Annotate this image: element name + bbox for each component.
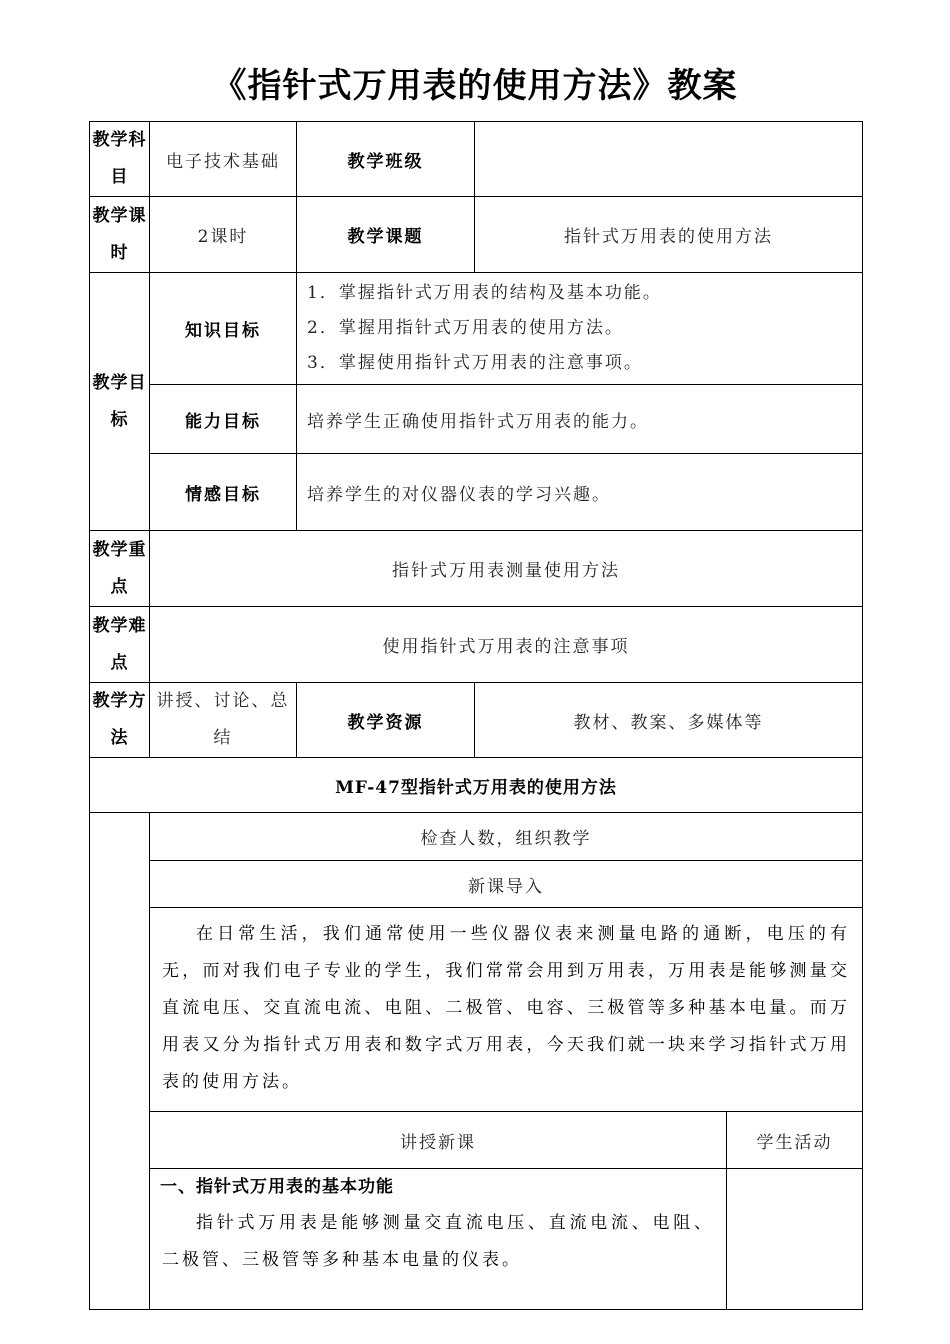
goals-label: 教学目标 [90, 273, 150, 531]
knowledge-item: 1．掌握指针式万用表的结构及基本功能。 [307, 283, 662, 303]
difficulty-value: 使用指针式万用表的注意事项 [150, 607, 863, 683]
difficulty-label: 教学难点 [90, 607, 150, 683]
emotion-value: 培养学生的对仪器仪表的学习兴趣。 [297, 454, 863, 531]
method-label: 教学方法 [90, 683, 150, 758]
row-part1 [90, 1169, 863, 1310]
resource-label: 教学资源 [297, 683, 475, 758]
knowledge-list [297, 273, 863, 385]
row-key-point [90, 531, 863, 607]
knowledge-item: 2．掌握用指针式万用表的使用方法。 [307, 318, 624, 338]
part1-paragraph: 指针式万用表是能够测量交直流电压、直流电流、电阻、二极管、三极管等多种基本电量的仪表。 [162, 1213, 714, 1270]
method-value: 讲授、讨论、总结 [150, 683, 297, 758]
teach-header: 讲授新课 [150, 1112, 727, 1169]
row-difficulty [90, 607, 863, 683]
knowledge-item: 3．掌握使用指针式万用表的注意事项。 [307, 353, 643, 373]
key-value: 指针式万用表测量使用方法 [150, 531, 863, 607]
row-knowledge-goal [90, 273, 863, 385]
part1-heading: 一、指针式万用表的基本功能 [160, 1177, 394, 1197]
row-intro-title [90, 861, 863, 908]
row-section-title [90, 758, 863, 813]
row-method [90, 683, 863, 758]
row-hours [90, 197, 863, 273]
intro-title: 新课导入 [150, 861, 863, 908]
section-title: MF-47型指针式万用表的使用方法 [90, 758, 863, 813]
subject-label: 教学科目 [90, 122, 150, 197]
part1-cell [150, 1169, 727, 1310]
intro-paragraph: 在日常生活，我们通常使用一些仪器仪表来测量电路的通断，电压的有无，而对我们电子专业的学生，我们常常会用到万用表，万用表是能够测量交直流电压、交直流电流、电阻、二极管、电容、三极管等多种基本电量。而万用表又分为指针式万用表和数字式万用表，今天我们就一块来学习指针式万用表的使用方法。 [150, 908, 863, 1112]
knowledge-label: 知识目标 [150, 273, 297, 385]
topic-label: 教学课题 [297, 197, 475, 273]
class-label: 教学班级 [297, 122, 475, 197]
topic-value: 指针式万用表的使用方法 [475, 197, 863, 273]
hours-label: 教学课时 [90, 197, 150, 273]
row-check [90, 813, 863, 861]
resource-value: 教材、教案、多媒体等 [475, 683, 863, 758]
check-attendance: 检查人数，组织教学 [150, 813, 863, 861]
subject-value: 电子技术基础 [150, 122, 297, 197]
ability-label: 能力目标 [150, 385, 297, 454]
row-ability-goal [90, 385, 863, 454]
hours-value: 2课时 [150, 197, 297, 273]
process-left-margin [90, 813, 150, 1310]
student-activity-header: 学生活动 [727, 1112, 863, 1169]
student-activity-cell [727, 1169, 863, 1310]
row-subject [90, 122, 863, 197]
class-value [475, 122, 863, 197]
row-column-headers [90, 1112, 863, 1169]
ability-value: 培养学生正确使用指针式万用表的能力。 [297, 385, 863, 454]
key-label: 教学重点 [90, 531, 150, 607]
row-intro-text [90, 908, 863, 1112]
row-emotion-goal [90, 454, 863, 531]
emotion-label: 情感目标 [150, 454, 297, 531]
lesson-plan-table [89, 121, 863, 1310]
page-title: 《指针式万用表的使用方法》教案 [212, 66, 738, 106]
